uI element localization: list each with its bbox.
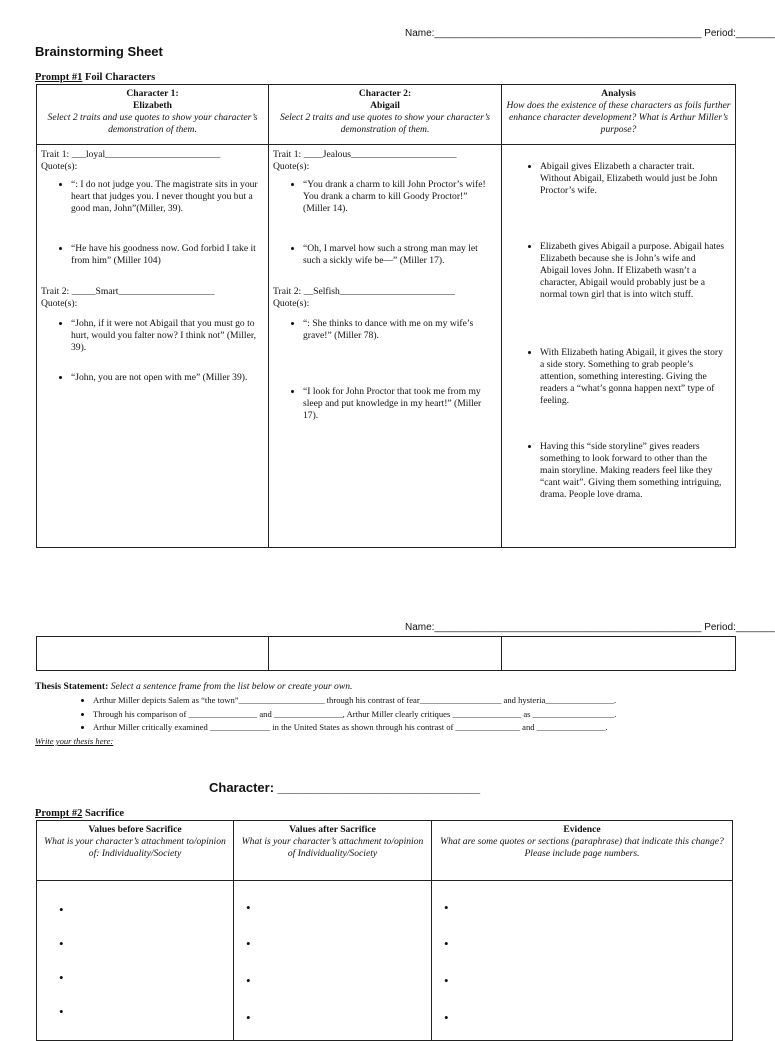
bullet-icon: • bbox=[444, 900, 449, 915]
name-field[interactable]: ________________________________________________ bbox=[434, 28, 702, 39]
prompt1-subtitle: Foil Characters bbox=[84, 72, 156, 83]
quotes-label: Quote(s): bbox=[41, 160, 78, 172]
evidence-title: Evidence bbox=[563, 824, 601, 835]
list-item[interactable]: • Through his comparison of ________________ and ________________, Arthur Miller clearly critiques ________________ as ___________________. bbox=[93, 709, 735, 720]
blank-cell[interactable] bbox=[37, 637, 269, 671]
col-evidence-header bbox=[432, 821, 733, 881]
character1-instructions: Select 2 traits and use quotes to show your character’s demonstration of them. bbox=[47, 111, 258, 135]
prompt2-label: Prompt #2 bbox=[35, 808, 83, 819]
list-item[interactable]: • Arthur Miller depicts Salem as “the town”____________________ through his contrast of fear___________________ and hysteria________________. bbox=[93, 695, 735, 706]
name-field[interactable]: ________________________________________________ bbox=[434, 622, 702, 633]
bullet-icon: • bbox=[444, 973, 449, 988]
list-item: • Elizabeth gives Abigail a purpose. Abigail hates Elizabeth because she is John’s wife and Abigail loves John. If Elizabeth wasn’t a character, Abigail would probably just be a normal town girl that is into witch stuff. bbox=[540, 241, 725, 301]
values-before-cell[interactable] bbox=[37, 881, 234, 1041]
values-before-title: Values before Sacrifice bbox=[88, 824, 182, 835]
prompt2-subtitle: Sacrifice bbox=[84, 808, 125, 819]
list-item: • “I look for John Proctor that took me from my sleep and put knowledge in my heart!” (Miller 17). bbox=[303, 386, 497, 422]
elizabeth-trait1: Trait 1: ___loyal________________________ bbox=[41, 149, 221, 160]
page-title: Brainstorming Sheet bbox=[35, 44, 163, 59]
bullet-icon: • bbox=[444, 1010, 449, 1025]
quotes-label: Quote(s): bbox=[273, 160, 310, 172]
list-item: • “: I do not judge you. The magistrate sits in your heart that judges you. I never thought you but a good man, John”(Miller, 39). bbox=[71, 179, 264, 215]
list-item: • “John, you are not open with me” (Miller 39). bbox=[71, 372, 264, 384]
character2-instructions: Select 2 traits and use quotes to show your character’s demonstration of them. bbox=[280, 111, 490, 135]
thesis-section bbox=[35, 681, 735, 747]
period-field[interactable]: _______ bbox=[735, 28, 775, 39]
analysis-title: Analysis bbox=[601, 88, 636, 99]
blank-cell[interactable] bbox=[269, 637, 502, 671]
period-label: Period: bbox=[704, 28, 736, 39]
foil-characters-table bbox=[36, 84, 736, 548]
name-line-2 bbox=[405, 622, 775, 635]
analysis-cell[interactable] bbox=[502, 145, 736, 548]
col-values-after-header bbox=[234, 821, 432, 881]
thesis-instructions: Select a sentence frame from the list below or create your own. bbox=[110, 681, 353, 692]
elizabeth-cell[interactable] bbox=[37, 145, 269, 548]
character2-title: Character 2: bbox=[358, 88, 412, 99]
blank-table bbox=[36, 636, 736, 671]
list-item: • With Elizabeth hating Abigail, it gives the story a side story. Something to grab people’s attention, something interesting. Giving the readers a “what’s gonna happen next” type of feeling. bbox=[540, 347, 725, 407]
character2-name: Abigail bbox=[370, 99, 400, 111]
evidence-cell[interactable] bbox=[432, 881, 733, 1041]
col-analysis-header bbox=[502, 85, 736, 145]
name-label: Name: bbox=[405, 28, 435, 39]
name-label: Name: bbox=[405, 622, 435, 633]
values-after-title: Values after Sacrifice bbox=[289, 824, 376, 835]
list-item: • Having this “side storyline” gives readers something to look forward to other than the main storyline. Making readers feel like they “cant wait”. Giving them something intriguing, drama. People love drama. bbox=[540, 441, 725, 501]
bullet-icon: • bbox=[59, 936, 64, 951]
bullet-icon: • bbox=[59, 902, 64, 917]
bullet-icon: • bbox=[59, 970, 64, 985]
character-field[interactable]: ____________________________ bbox=[277, 780, 481, 795]
thesis-frames bbox=[35, 695, 735, 733]
bullet-icon: • bbox=[246, 936, 251, 951]
period-field[interactable]: _______ bbox=[735, 622, 775, 633]
prompt2-heading bbox=[35, 807, 124, 820]
bullet-icon: • bbox=[444, 936, 449, 951]
character-line bbox=[209, 780, 480, 796]
elizabeth-trait2: Trait 2: _____Smart____________________ bbox=[41, 285, 215, 297]
values-after-instructions: What is your character’s attachment to/opinion of Individuality/Society bbox=[241, 835, 424, 859]
period-label: Period: bbox=[704, 622, 736, 633]
prompt1-label: Prompt #1 bbox=[35, 72, 83, 83]
bullet-icon: • bbox=[59, 1004, 64, 1019]
list-item[interactable]: • Arthur Miller critically examined ______________ in the United States as shown through his contrast of _______________ and ________________. bbox=[93, 722, 735, 733]
list-item: • “Oh, I marvel how such a strong man may let such a sickly wife be—” (Miller 17). bbox=[303, 243, 497, 267]
col-values-before-header bbox=[37, 821, 234, 881]
name-line bbox=[405, 28, 775, 41]
bullet-icon: • bbox=[246, 973, 251, 988]
quotes-label: Quote(s): bbox=[41, 297, 78, 309]
quotes-label: Quote(s): bbox=[273, 297, 310, 309]
list-item: • “He have his goodness now. God forbid I take it from him” (Miller 104) bbox=[71, 243, 264, 267]
bullet-icon: • bbox=[246, 900, 251, 915]
col-character2-header bbox=[269, 85, 502, 145]
list-item: • Abigail gives Elizabeth a character trait. Without Abigail, Elizabeth would just be John Proctor’s wife. bbox=[540, 161, 725, 197]
values-after-cell[interactable] bbox=[234, 881, 432, 1041]
prompt1-heading bbox=[35, 71, 155, 84]
write-thesis-label: Write your thesis here: bbox=[35, 736, 114, 747]
list-item: • “You drank a charm to kill John Proctor’s wife! You drank a charm to kill Goody Proctor!” (Miller 14). bbox=[303, 179, 497, 215]
evidence-instructions: What are some quotes or sections (paraphrase) that indicate this change? Please include page numbers. bbox=[440, 835, 724, 859]
sacrifice-table bbox=[36, 820, 733, 1041]
character-label: Character: bbox=[209, 780, 275, 795]
blank-cell[interactable] bbox=[502, 637, 736, 671]
col-character1-header bbox=[37, 85, 269, 145]
list-item: • “John, if it were not Abigail that you must go to hurt, would you falter now? I think not” (Miller, 39). bbox=[71, 318, 264, 354]
abigail-cell[interactable] bbox=[269, 145, 502, 548]
list-item: • “: She thinks to dance with me on my wife’s grave!” (Miller 78). bbox=[303, 318, 497, 342]
analysis-instructions: How does the existence of these characters as foils further enhance character development? What is Arthur Miller’s purpose? bbox=[506, 99, 731, 135]
abigail-trait2: Trait 2: __Selfish________________________ bbox=[273, 285, 455, 297]
character1-title: Character 1: bbox=[126, 88, 179, 99]
values-before-instructions: What is your character’s attachment to/opinion of: Individuality/Society bbox=[44, 835, 226, 859]
thesis-label: Thesis Statement: bbox=[35, 681, 109, 692]
character1-name: Elizabeth bbox=[133, 99, 172, 111]
bullet-icon: • bbox=[246, 1010, 251, 1025]
abigail-trait1: Trait 1: ____Jealous______________________ bbox=[273, 149, 457, 160]
